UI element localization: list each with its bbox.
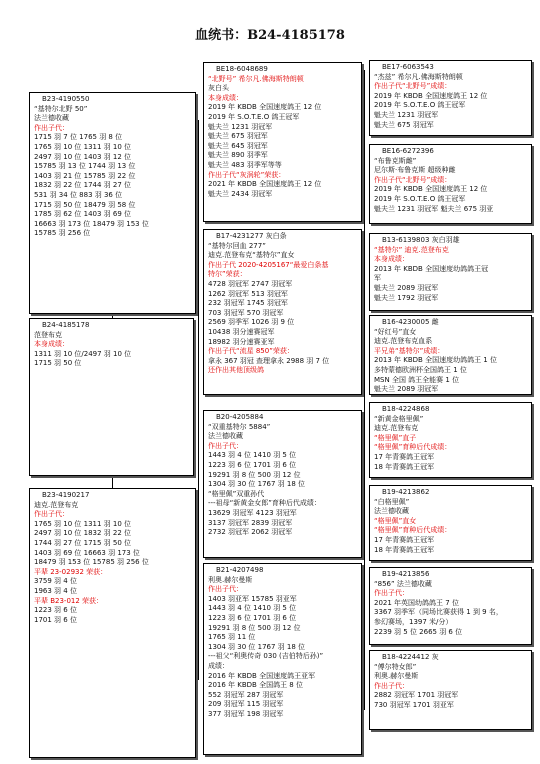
pedigree-line: 1403 羽 69 位 16663 羽 173 位 xyxy=(34,548,140,557)
pedigree-line: 2882 羽冠军 1701 羽冠军 xyxy=(374,691,459,700)
pedigree-line: 作出子代“流星 850”荣获： xyxy=(208,347,294,356)
pedigree-line: “格里佩”育种后代成绩： xyxy=(374,443,452,452)
pedigree-line: 魁夫兰 1231 羽冠军 魁夫兰 675 羽亚 xyxy=(374,204,494,213)
ring-number: BE18-6048689 xyxy=(216,65,268,73)
pedigree-line: “856” 法兰德收藏 xyxy=(374,579,432,588)
pedigree-line: 1765 羽 11 位 xyxy=(208,633,256,642)
pedigree-line: “傅尔特女郎” xyxy=(374,662,417,671)
pedigree-line: 18 年青赛鸽王冠军 xyxy=(374,462,435,471)
pedigree-line: 本身成绩： xyxy=(34,340,69,349)
pedigree-line: 1443 羽 4 位 1410 羽 5 位 xyxy=(208,604,297,613)
pedigree-line: 1403 羽 21 位 15785 羽 22 位 xyxy=(34,171,136,180)
pedigree-line: “北野号” 希尔凡.佛海斯特朗顿 xyxy=(208,74,304,83)
pedigree-line: 2019 年 S.O.T.E.O 鸽王冠军 xyxy=(374,194,466,203)
pedigree-line: 作出子代： xyxy=(34,510,69,519)
ring-number: BE17-6063543 xyxy=(382,63,434,71)
pedigree-sire-dam xyxy=(203,229,362,395)
pedigree-line: 3367 羽季军（同场比赛获得 1 到 9 名， xyxy=(374,608,503,617)
pedigree-line: 迪克.范登布克 xyxy=(34,500,79,509)
pedigree-line: 531 羽 34 位 883 羽 36 位 xyxy=(34,190,123,199)
connector xyxy=(198,120,199,680)
pedigree-line: 2021 年英国幼鸽鸽王 7 位 xyxy=(374,598,459,607)
pedigree-line: 利奥.赫尔曼斯 xyxy=(208,575,253,584)
pedigree-line: 1443 羽 4 位 1410 羽 5 位 xyxy=(208,451,297,460)
pedigree-line: 2013 年 KBDB 全国速度幼鸽鸽王 1 位 xyxy=(374,356,497,365)
pedigree-line: 军 xyxy=(374,274,381,283)
ring-number: B19-4213862 xyxy=(382,488,430,496)
ring-number: B13-6139803 灰白羽雄 xyxy=(382,236,460,244)
pedigree-line: 法兰德收藏 xyxy=(208,432,243,441)
pedigree-line: “杰兹” 希尔凡.佛海斯特朗顿 xyxy=(374,72,463,81)
pedigree-line: 377 羽冠军 198 羽冠军 xyxy=(208,709,284,718)
pedigree-sire xyxy=(29,92,196,314)
pedigree-line: 尼尔斯·布鲁克斯 超级种雌 xyxy=(374,166,456,175)
pedigree-line: 3137 羽冠军 2839 羽冠军 xyxy=(208,518,293,527)
pedigree-line: 15785 羽 13 位 1744 羽 13 位 xyxy=(34,162,136,171)
pedigree-dam xyxy=(29,488,196,758)
pedigree-line: 平辈 B23-012 荣获： xyxy=(34,596,104,605)
pedigree-line: 作出子代 2020-4205167“最爱白条基 xyxy=(208,260,329,269)
pedigree-line: 10438 羽分速赛冠军 xyxy=(208,327,275,336)
pedigree-line: 魁夫兰 1231 羽冠军 xyxy=(208,122,273,131)
pedigree-line: 本身成绩： xyxy=(208,93,243,102)
pedigree-line: 3759 羽 4 位 xyxy=(34,577,77,586)
pedigree-line: 1765 羽 10 位 1311 羽 10 位 xyxy=(34,519,132,528)
pedigree-line: 552 羽冠军 287 羽冠军 xyxy=(208,690,284,699)
pedigree-line: 1963 羽 4 位 xyxy=(34,586,77,595)
pedigree-line: 2569 羽季军 1026 羽 9 位 xyxy=(208,318,295,327)
pedigree-line: 魁夫兰 890 羽季军 xyxy=(208,151,268,160)
pedigree-line: 1304 羽 30 位 1767 羽 18 位 xyxy=(208,642,306,651)
pedigree-sd-sire xyxy=(369,233,532,311)
pedigree-line: “布鲁克斯雌” xyxy=(374,156,417,165)
pedigree-line: 2013 年 KBDB 全国速度幼鸽鸽王冠 xyxy=(374,264,489,273)
pedigree-line: 16663 羽 173 位 18479 羽 153 位 xyxy=(34,219,149,228)
pedigree-line: “白格里佩” xyxy=(374,497,410,506)
pedigree-line: 2019 年 S.O.T.E.O 鸽王冠军 xyxy=(374,101,466,110)
pedigree-line: “基特尔回血 277” xyxy=(208,241,266,250)
pedigree-dd-dam xyxy=(369,650,532,730)
pedigree-line: 730 羽冠军 1701 羽亚军 xyxy=(374,700,454,709)
pedigree-line: 13629 羽冠军 4123 羽冠军 xyxy=(208,508,297,517)
pedigree-line: ---祖父“利奥传奇 030 (吉伯特后孙)” xyxy=(208,652,324,661)
pedigree-line: 魁夫兰 1231 羽冠军 xyxy=(374,110,439,119)
pedigree-line: 2732 羽冠军 2062 羽冠军 xyxy=(208,528,293,537)
pedigree-line: 迪克.范登布克血系 xyxy=(374,337,433,346)
pedigree-sire-sire xyxy=(203,62,362,222)
pedigree-line: 魁夫兰 1792 羽冠军 xyxy=(374,293,439,302)
ring-number: B20-4205884 xyxy=(216,413,264,421)
pedigree-dd-sire xyxy=(369,567,532,645)
pedigree-line: 18 年青赛鸽王冠军 xyxy=(374,545,435,554)
pedigree-line: 1715 羽 7 位 1765 羽 8 位 xyxy=(34,133,123,142)
ring-number: B23-4190550 xyxy=(42,95,90,103)
pedigree-line: 15785 羽 256 位 xyxy=(34,229,91,238)
pedigree-line: “好红号”直女 xyxy=(374,327,417,336)
pedigree-line: 2019 年 KBDB 全国速度鸽王 12 位 xyxy=(374,185,488,194)
ring-number: B19-4213856 xyxy=(382,570,430,578)
pedigree-line: 作出子代： xyxy=(208,585,243,594)
pedigree-line: 703 羽冠军 570 羽冠军 xyxy=(208,308,284,317)
pedigree-line: 1304 羽 30 位 1767 羽 18 位 xyxy=(208,480,306,489)
pedigree-line: 1311 羽 10 位/2497 羽 10 位 xyxy=(34,349,132,358)
pedigree-line: 19291 羽 8 位 500 羽 12 位 xyxy=(208,623,301,632)
pedigree-ss-sire xyxy=(369,60,532,136)
pedigree-line: 232 羽冠军 1745 羽冠军 xyxy=(208,299,288,308)
pedigree-line: 18479 羽 153 位 15785 羽 256 位 xyxy=(34,558,149,567)
pedigree-line: 魁夫兰 645 羽冠军 xyxy=(208,141,268,150)
pedigree-line: 2016 年 KBDB 全国速度鸽王亚军 xyxy=(208,671,316,680)
pedigree-line: 17 年青赛鸽王冠军 xyxy=(374,452,435,461)
ring-number: B18-4224868 xyxy=(382,405,430,413)
pedigree-line: 1715 羽 50 位 xyxy=(34,359,82,368)
pedigree-dam-sire xyxy=(203,410,362,558)
pedigree-line: 1715 羽 50 位 18479 羽 58 位 xyxy=(34,200,136,209)
pedigree-line: 1765 羽 10 位 1311 羽 10 位 xyxy=(34,142,132,151)
pedigree-line: 4728 羽冠军 2747 羽冠军 xyxy=(208,279,293,288)
pedigree-line: 2019 年 S.O.T.E.O 鸽王冠军 xyxy=(208,112,300,121)
pedigree-line: ---祖母“新黄金女郎”育种后代成绩： xyxy=(208,499,321,508)
pedigree-line: 法兰德收藏 xyxy=(374,507,409,516)
pedigree-line: 1403 羽亚军 15785 羽亚军 xyxy=(208,594,297,603)
pedigree-line: 17 年青赛鸽王冠军 xyxy=(374,535,435,544)
pedigree-line: 平辈 23-02932 荣获： xyxy=(34,567,108,576)
pedigree-line: 2021 年 KBDB 全国速度鸽王 12 位 xyxy=(208,180,322,189)
pedigree-line: 209 羽冠军 115 羽冠军 xyxy=(208,700,284,709)
pedigree-ds-dam xyxy=(369,485,532,561)
pedigree-line: 2019 年 KBDB 全国速度鸽王 12 位 xyxy=(374,91,488,100)
pedigree-line: 作出子代“北野号”成绩： xyxy=(374,82,452,91)
pedigree-line: 19291 羽 8 位 500 羽 12 位 xyxy=(208,470,301,479)
pedigree-line: 迪克.范登布克“基特尔”直女 xyxy=(208,251,295,260)
ring-number: B24-4185178 xyxy=(42,321,90,329)
pedigree-line: 平兄弟“基特尔”成绩： xyxy=(374,346,445,355)
pedigree-line: 魁夫兰 483 羽季军等等 xyxy=(208,160,282,169)
pedigree-line: “新黄金格里佩” xyxy=(374,414,424,423)
pedigree-line: 18982 羽分速赛亚军 xyxy=(208,337,275,346)
pedigree-line: 灰白头 xyxy=(208,84,229,93)
pedigree-line: “格里佩”直女 xyxy=(374,516,417,525)
page-title: 血统书：B24-4185178 xyxy=(195,28,345,43)
pedigree-line: 魁夫兰 675 羽冠军 xyxy=(208,132,268,141)
pedigree-line: 1223 羽 6 位 1701 羽 6 位 xyxy=(208,613,297,622)
pedigree-line: 作出子代： xyxy=(34,123,69,132)
pedigree-dam-dam xyxy=(203,563,362,755)
pedigree-ds-sire xyxy=(369,402,532,478)
pedigree-line: 1223 羽 6 位 xyxy=(34,606,77,615)
pedigree-line: 还作出其他顶级鸽 xyxy=(208,366,264,375)
pedigree-line: 1223 羽 6 位 1701 羽 6 位 xyxy=(208,460,297,469)
pedigree-line: MSN 全国 鸽王全能赛 1 位 xyxy=(374,375,460,384)
pedigree-line: 法兰德收藏 xyxy=(34,114,69,123)
pedigree-line: 魁夫兰 2434 羽冠军 xyxy=(208,189,273,198)
pedigree-line: “双重基特尔 5884” xyxy=(208,422,271,431)
pedigree-line: 拿永 367 羽冠 查理拿永 2988 羽 7 位 xyxy=(208,356,330,365)
pedigree-line: 多特蒙德欧洲杯全国鸽王 1 位 xyxy=(374,365,467,374)
pedigree-line: 利奥.赫尔曼斯 xyxy=(374,672,419,681)
pedigree-line: 成绩： xyxy=(208,661,229,670)
pedigree-sd-dam xyxy=(369,315,532,395)
pedigree-line: 特尔”荣获： xyxy=(208,270,247,279)
pedigree-line: “格里佩”育种后代成绩： xyxy=(374,526,452,535)
pedigree-line: 魁夫兰 2089 羽冠军 xyxy=(374,283,439,292)
connector xyxy=(364,70,365,710)
ring-number: B21-4207498 xyxy=(216,566,264,574)
pedigree-line: 魁夫兰 2089 羽冠军 xyxy=(374,385,439,394)
pedigree-ss-dam xyxy=(369,144,532,224)
pedigree-line: 2239 羽 5 位 2665 羽 6 位 xyxy=(374,627,463,636)
pedigree-line: 2497 羽 10 位 1403 羽 12 位 xyxy=(34,152,132,161)
ring-number: B23-4190217 xyxy=(42,491,90,499)
pedigree-line: “格里佩”双重孙代 xyxy=(208,489,265,498)
pedigree-line: 2016 年 KBDB 全国鸽王 8 位 xyxy=(208,681,303,690)
pedigree-subject xyxy=(29,318,194,476)
pedigree-line: 范登布克 xyxy=(34,330,62,339)
pedigree-line: 本身成绩： xyxy=(374,255,409,264)
pedigree-line: 1832 羽 22 位 1744 羽 27 位 xyxy=(34,181,132,190)
pedigree-line: 作出子代“北野号”成绩： xyxy=(374,175,452,184)
pedigree-line: “格里佩”直子 xyxy=(374,433,417,442)
pedigree-line: 1744 羽 27 位 1715 羽 50 位 xyxy=(34,538,132,547)
pedigree-line: 1785 羽 62 位 1403 羽 69 位 xyxy=(34,210,132,219)
ring-number: BE16-6272396 xyxy=(382,147,434,155)
ring-number: B18-4224412 灰 xyxy=(382,653,439,661)
pedigree-line: “基特尔北野 50” xyxy=(34,104,88,113)
pedigree-line: 迪克.范登布克 xyxy=(374,424,419,433)
pedigree-line: 1701 羽 6 位 xyxy=(34,615,77,624)
pedigree-line: 参幻赛场，1397 米/分） xyxy=(374,617,453,626)
pedigree-line: 2019 年 KBDB 全国速度鸽王 12 位 xyxy=(208,103,322,112)
pedigree-line: 作出子代“灰涡轮”荣获： xyxy=(208,170,286,179)
pedigree-line: 作出子代： xyxy=(374,681,409,690)
ring-number: B17-4231277 灰白条 xyxy=(216,232,287,240)
pedigree-line: 作出子代： xyxy=(208,441,243,450)
pedigree-line: 2497 羽 10 位 1832 羽 22 位 xyxy=(34,529,132,538)
ring-number: B16-4230005 雌 xyxy=(382,318,439,326)
pedigree-line: “基特尔” 迪克.范登布克 xyxy=(374,245,449,254)
pedigree-line: 作出子代： xyxy=(374,589,409,598)
pedigree-line: 1262 羽冠军 513 羽冠军 xyxy=(208,289,288,298)
pedigree-line: 魁夫兰 675 羽冠军 xyxy=(374,120,434,129)
